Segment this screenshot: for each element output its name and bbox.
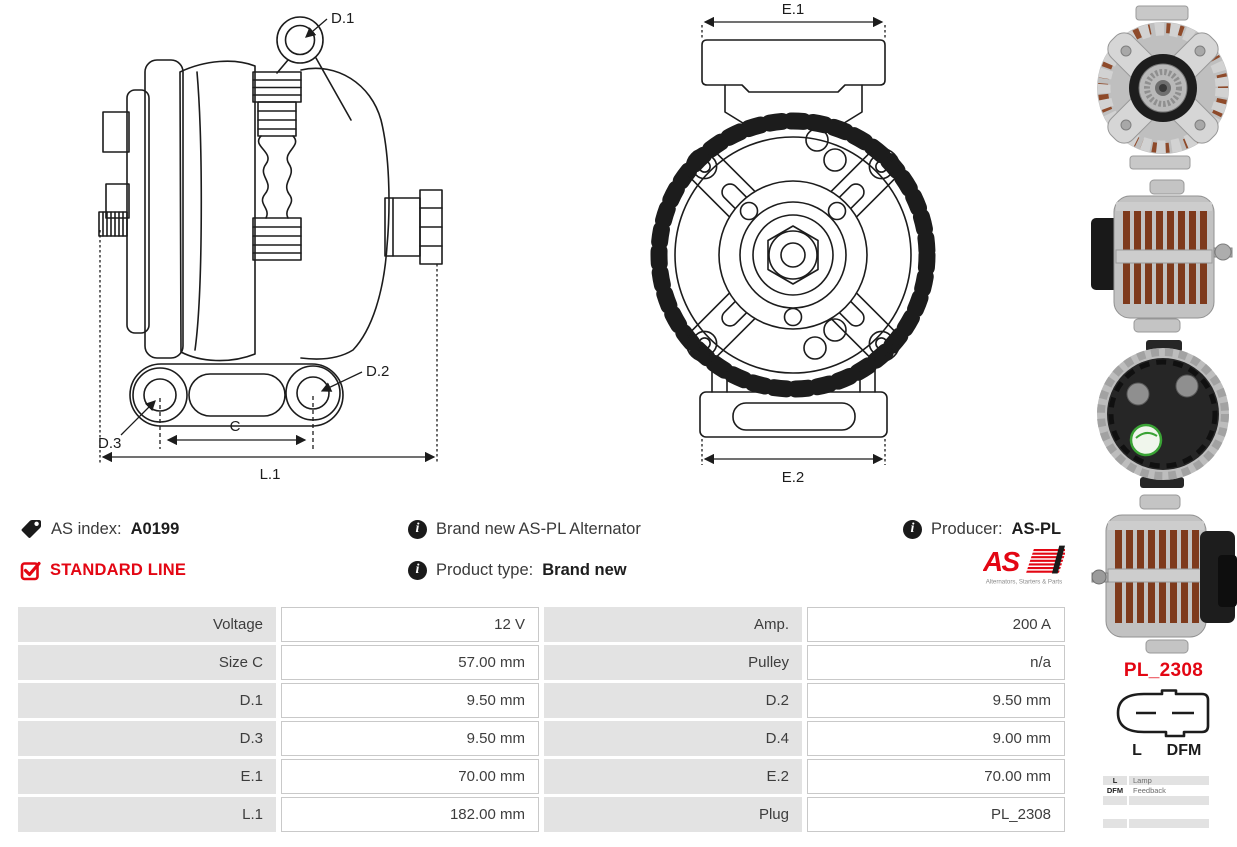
pin-description-table [1103, 776, 1209, 829]
spec-label: D.3 [18, 721, 276, 756]
pin-row [1103, 796, 1209, 805]
product-photo-rear[interactable] [1090, 338, 1237, 490]
spec-label: L.1 [18, 797, 276, 832]
spec-value: 9.50 mm [281, 721, 539, 756]
spec-value: 12 V [281, 607, 539, 642]
spec-label: D.4 [544, 721, 802, 756]
standard-line-row [20, 558, 186, 582]
spec-value: 70.00 mm [281, 759, 539, 794]
spec-label: D.2 [544, 683, 802, 718]
spec-label: Plug [544, 797, 802, 832]
spec-value: 9.50 mm [281, 683, 539, 718]
checkbox-checked-icon [20, 560, 41, 581]
info-icon: i [408, 520, 427, 539]
spec-table [18, 607, 1065, 832]
info-icon: i [903, 520, 922, 539]
dim-label-l1: L.1 [259, 466, 281, 483]
as-index-label: AS index: [51, 519, 122, 538]
spec-value: 9.50 mm [807, 683, 1065, 718]
producer-value: AS-PL [1011, 519, 1062, 538]
producer-label: Producer: [931, 519, 1003, 538]
spec-value: PL_2308 [807, 797, 1065, 832]
dim-label-e1: E.1 [781, 1, 805, 18]
pin-label-dfm: DFM [1166, 742, 1202, 759]
spec-value: 182.00 mm [281, 797, 539, 832]
plug-name: PL_2308 [1123, 660, 1204, 681]
spec-value: n/a [807, 645, 1065, 680]
dim-label-c: C [229, 418, 241, 435]
dim-label-d1: D.1 [331, 10, 355, 27]
spec-value: 57.00 mm [281, 645, 539, 680]
pin-row [1103, 819, 1209, 828]
standard-line-badge: STANDARD LINE [50, 560, 187, 579]
tag-icon [20, 518, 42, 540]
dim-label-e2: E.2 [781, 469, 805, 486]
svg-text:AS: AS [983, 546, 1019, 578]
alternator-front-view-drawing [645, 0, 975, 490]
product-type-row [408, 558, 627, 582]
plug-pin-labels [1104, 742, 1222, 760]
alternator-side-view-drawing [85, 2, 455, 484]
product-type-value: Brand new [542, 560, 627, 579]
as-index-value: A0199 [130, 519, 180, 538]
plug-diagram [1110, 688, 1214, 740]
spec-label: E.2 [544, 759, 802, 794]
as-index-row [20, 517, 179, 541]
product-type-label: Product type: [436, 560, 534, 579]
as-pl-logo [983, 544, 1065, 590]
logo-tagline: Alternators, Starters & Parts [985, 578, 1063, 586]
product-photo-side-left[interactable] [1090, 178, 1237, 334]
spec-value: 9.00 mm [807, 721, 1065, 756]
spec-label: Size C [18, 645, 276, 680]
pin-label-l: L [1132, 742, 1142, 759]
pin-row [1103, 806, 1209, 818]
pin-row: DFM Feedback [1106, 786, 1166, 795]
product-photo-side-right[interactable] [1090, 493, 1237, 656]
spec-label: Amp. [544, 607, 802, 642]
dim-label-d3: D.3 [98, 435, 122, 452]
product-photo-front[interactable] [1090, 4, 1237, 172]
description-row [408, 517, 641, 541]
spec-label: E.1 [18, 759, 276, 794]
spec-label: Voltage [18, 607, 276, 642]
spec-label: Pulley [544, 645, 802, 680]
dim-label-d2: D.2 [366, 363, 390, 380]
pin-row: L Lamp [1103, 776, 1209, 785]
spec-label: D.1 [18, 683, 276, 718]
product-description: Brand new AS-PL Alternator [436, 519, 641, 538]
info-icon: i [408, 561, 427, 580]
spec-value: 200 A [807, 607, 1065, 642]
producer-row [903, 517, 1061, 541]
spec-value: 70.00 mm [807, 759, 1065, 794]
